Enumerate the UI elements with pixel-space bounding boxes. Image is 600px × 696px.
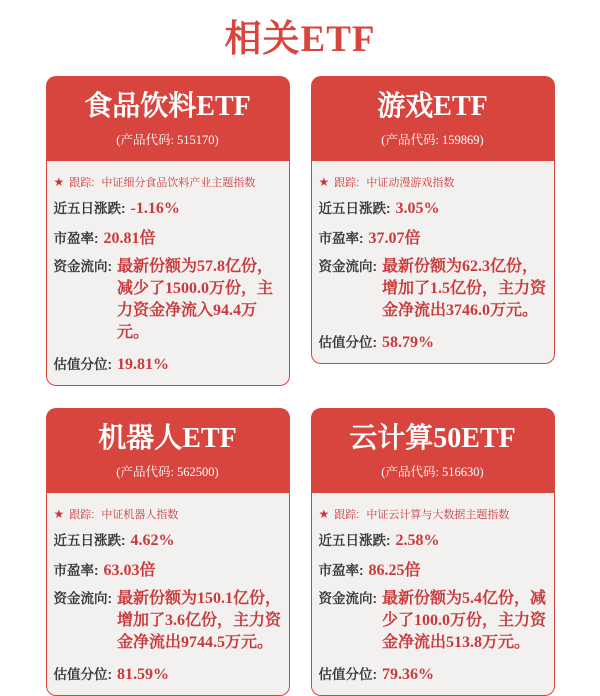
etf-product-code: (产品代码: 159869) [381, 132, 484, 147]
fund-flow-label: 资金流向: [53, 590, 112, 606]
pe-ratio-row [319, 225, 548, 248]
pe-ratio-row [319, 557, 548, 580]
fund-flow-label: 资金流向: [318, 258, 377, 274]
five-day-change-label: 近五日涨跌: [318, 200, 391, 216]
pe-ratio-label: 市盈率: [318, 230, 364, 246]
valuation-percentile-row [54, 663, 283, 684]
five-day-change-label: 近五日涨跌: [53, 532, 126, 548]
track-label: 跟踪: [334, 176, 360, 189]
tracked-index-row [54, 174, 283, 190]
fund-flow-row [319, 587, 548, 654]
etf-name: 机器人ETF [98, 422, 237, 454]
star-icon: ★ [53, 174, 65, 189]
tracked-index-row [319, 174, 548, 190]
fund-flow-value: 最新份额为5.4亿份，减少了100.0万份，主力资金净流出513.8万元。 [382, 589, 547, 651]
valuation-percentile-value: 79.36% [382, 665, 434, 683]
five-day-change-row [54, 529, 283, 550]
valuation-percentile-label: 估值分位: [53, 356, 112, 372]
pe-ratio-value: 86.25倍 [368, 561, 421, 579]
etf-card-cloud-computing [311, 408, 555, 696]
valuation-percentile-value: 81.59% [117, 665, 169, 683]
five-day-change-row [319, 529, 548, 550]
five-day-change-label: 近五日涨跌: [53, 200, 126, 216]
etf-card-gaming [311, 76, 555, 386]
five-day-change-value: 2.58% [395, 531, 440, 549]
pe-ratio-row [54, 225, 283, 248]
valuation-percentile-row [319, 331, 548, 352]
valuation-percentile-row [54, 353, 283, 374]
tracked-index-name: 中证云计算与大数据主题指数 [366, 508, 510, 521]
etf-card-grid [0, 76, 600, 696]
tracked-index-name: 中证细分食品饮料产业主题指数 [101, 176, 256, 189]
etf-card-header [46, 76, 290, 161]
etf-product-code: (产品代码: 515170) [116, 132, 219, 147]
track-label: 跟踪: [69, 508, 95, 521]
etf-card-header [46, 408, 290, 493]
tracked-index-row [319, 506, 548, 522]
valuation-percentile-label: 估值分位: [318, 334, 377, 350]
star-icon: ★ [318, 174, 330, 189]
five-day-change-row [54, 197, 283, 218]
etf-name: 食品饮料ETF [84, 91, 251, 122]
fund-flow-row [319, 255, 548, 322]
etf-card-header [311, 408, 555, 493]
valuation-percentile-label: 估值分位: [318, 666, 377, 682]
five-day-change-value: 4.62% [130, 531, 175, 549]
etf-product-code: (产品代码: 562500) [116, 464, 219, 479]
pe-ratio-label: 市盈率: [318, 562, 364, 578]
five-day-change-value: 3.05% [395, 199, 440, 217]
fund-flow-label: 资金流向: [53, 258, 112, 274]
fund-flow-value: 最新份额为57.8亿份，减少了1500.0万份，主力资金净流入94.4万元。 [117, 257, 274, 341]
tracked-index-row [54, 506, 283, 522]
etf-card-header [311, 76, 555, 161]
five-day-change-row [319, 197, 548, 218]
pe-ratio-label: 市盈率: [53, 562, 99, 578]
page-title: 相关ETF [224, 19, 376, 60]
tracked-index-name: 中证动漫游戏指数 [366, 176, 455, 189]
pe-ratio-value: 20.81倍 [103, 229, 156, 247]
fund-flow-label: 资金流向: [318, 590, 377, 606]
fund-flow-value: 最新份额为150.1亿份，增加了3.6亿份，主力资金净流出9744.5万元。 [117, 589, 282, 651]
etf-product-code: (产品代码: 516630) [381, 464, 484, 479]
star-icon: ★ [318, 506, 330, 521]
tracked-index-name: 中证机器人指数 [101, 508, 179, 521]
valuation-percentile-row [319, 663, 548, 684]
pe-ratio-value: 37.07倍 [368, 229, 421, 247]
pe-ratio-row [54, 557, 283, 580]
etf-card-body [46, 493, 290, 696]
fund-flow-value: 最新份额为62.3亿份，增加了1.5亿份，主力资金净流出3746.0万元。 [382, 257, 547, 319]
star-icon: ★ [53, 506, 65, 521]
fund-flow-row [54, 255, 283, 344]
etf-card-food-beverage [46, 76, 290, 386]
etf-card-robot [46, 408, 290, 696]
etf-card-body [311, 161, 555, 364]
etf-card-body [46, 161, 290, 386]
valuation-percentile-value: 58.79% [382, 333, 434, 351]
five-day-change-label: 近五日涨跌: [318, 532, 391, 548]
etf-card-body [311, 493, 555, 696]
valuation-percentile-label: 估值分位: [53, 666, 112, 682]
etf-name: 云计算50ETF [349, 422, 516, 454]
pe-ratio-label: 市盈率: [53, 230, 99, 246]
track-label: 跟踪: [69, 176, 95, 189]
track-label: 跟踪: [334, 508, 360, 521]
valuation-percentile-value: 19.81% [117, 355, 169, 373]
fund-flow-row [54, 587, 283, 654]
five-day-change-value: -1.16% [130, 199, 180, 217]
pe-ratio-value: 63.03倍 [103, 561, 156, 579]
etf-name: 游戏ETF [377, 91, 488, 122]
